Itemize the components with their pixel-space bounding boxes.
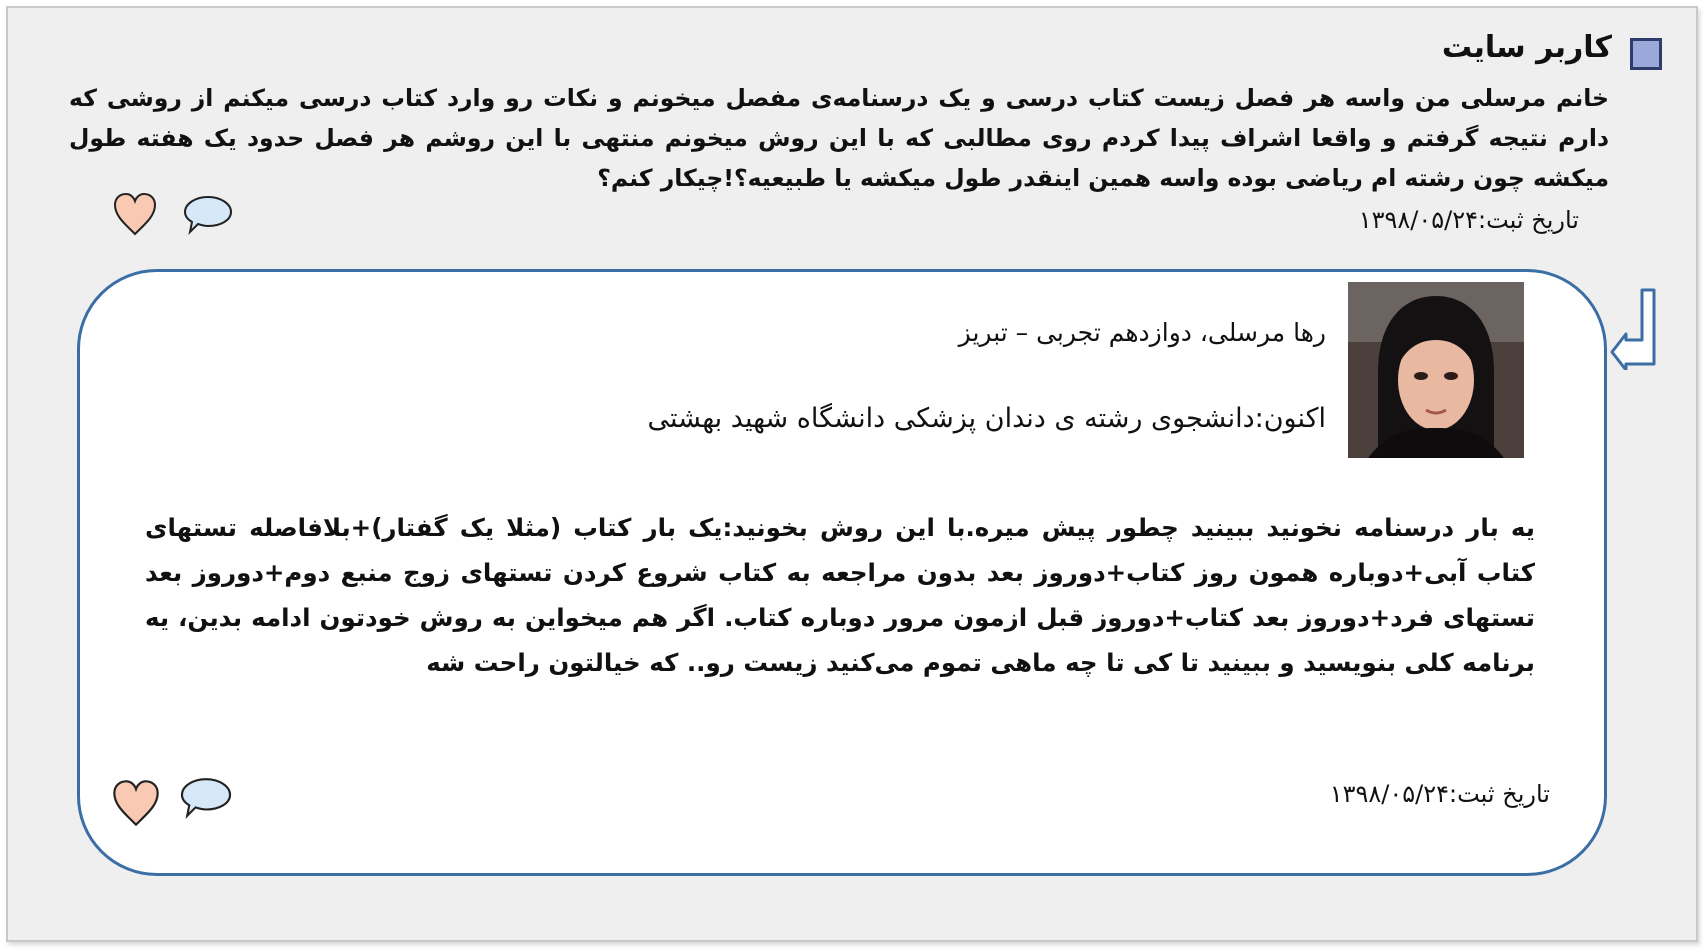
question-text: خانم مرسلی من واسه هر فصل زیست کتاب درسی و یک درسنامه‌ی مفصل میخونم و نکات رو وارد کتاب درسی میکنم از روشی که دارم نتیجه گرفتم و واقعا اشراف پیدا کردم روی مطالبی که با این روش میخونم منتهی با این روشم هر فصل حدود یک هفته طول میکشه چون رشته ام ریاضی بوده واسه همین اینقدر طول میکشه یا طبیعیه؟!چیکار کنم؟ xyxy=(69,84,1609,192)
author-status: اکنون:دانشجوی رشته ی دندان پزشکی دانشگاه شهید بهشتی xyxy=(647,403,1326,434)
heart-icon[interactable] xyxy=(111,190,159,238)
author-name: رها مرسلی، دوازدهم تجربی – تبریز xyxy=(958,318,1326,347)
answer-text: یه بار درسنامه نخونید ببینید چطور پیش میره.با این روش بخونید:یک بار کتاب (مثلا یک گفتار)+بلافاصله تستهای کتاب آبی+دوباره همون روز کتاب+دوروز بعد بدون مراجعه به کتاب شروع کردن تستهای زوج منبع دوم+دوروز بعد تستهای فرد+دوروز بعد کتاب+دوروز قبل ازمون مرور دوباره کتاب. اگر هم میخواین به روش خودتون ادامه بدین، یه برنامه کلی بنویسید و ببینید تا کی تا چه ماهی تموم می‌کنید زیست رو.. که خیالتون راحت شه xyxy=(145,513,1535,677)
speech-bubble-icon[interactable] xyxy=(182,193,234,237)
speech-bubble-icon[interactable] xyxy=(178,775,234,821)
user-square-icon xyxy=(1630,38,1662,70)
author-photo xyxy=(1348,282,1524,458)
reply-arrow-icon xyxy=(1610,286,1658,370)
answer-date: تاریخ ثبت:۱۳۹۸/۰۵/۲۴ xyxy=(1329,780,1550,808)
heart-icon[interactable] xyxy=(110,777,162,829)
question-date: تاریخ ثبت:۱۳۹۸/۰۵/۲۴ xyxy=(1358,206,1579,234)
question-user-name: کاربر سایت xyxy=(1441,30,1612,65)
